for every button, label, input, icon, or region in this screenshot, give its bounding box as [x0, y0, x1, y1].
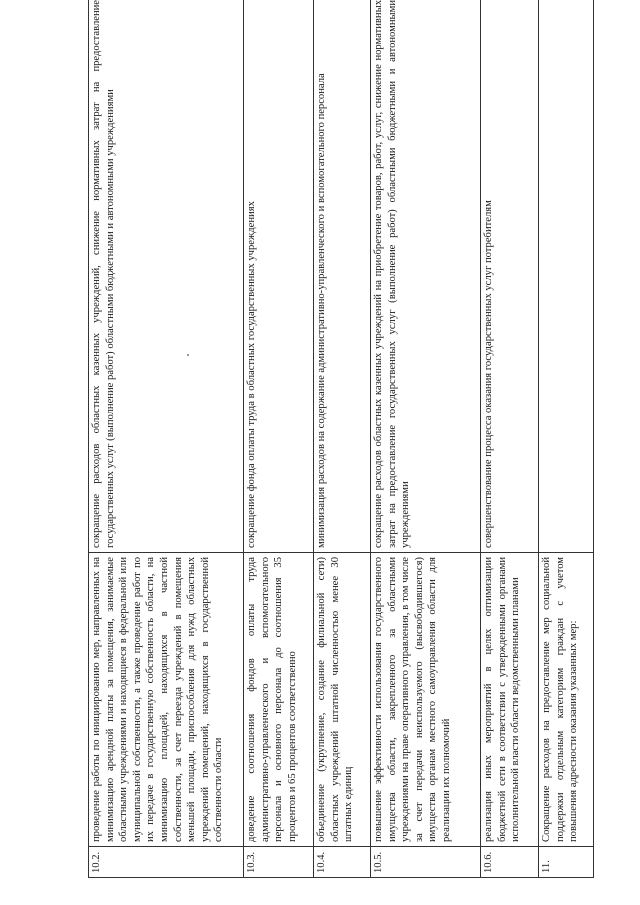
row-number: 10.6.: [481, 847, 539, 878]
measure-cell: объединение (укрупнение, создание филиальной сети) областных учреждений штатной численностью менее 30 штатных единиц: [314, 553, 371, 847]
row-number: 10.5.: [371, 847, 481, 878]
table-row: [314, 0, 371, 878]
table-row: [244, 0, 314, 878]
result-cell: сокращение расходов областных казенных учреждений на приобретение товаров, работ, услуг, снижение нормативных затрат на предоставление государственных услуг (выполнение работ) областными бюджетными и автономными учреждениями: [371, 0, 481, 553]
row-number: 10.4.: [314, 847, 371, 878]
row-number: 10.3.: [244, 847, 314, 878]
result-cell: сокращение расходов областных казенных учреждений, снижение нормативных затрат на предоставление государственных услуг (выполнение работ) областными бюджетными и автономными учреждениями: [89, 0, 244, 553]
rotated-table-wrapper: [88, 0, 593, 878]
result-cell: сокращение фонда оплаты труда в областных государственных учреждениях: [244, 0, 314, 553]
row-number: 11.: [539, 847, 594, 878]
table-row: [481, 0, 539, 878]
measure-cell: Сокращение расходов на предоставление мер социальной поддержки отдельным категориям граждан с учетом повышения адресности оказания указанных мер:: [539, 553, 594, 847]
measure-cell: доведение соотношения фондов оплаты труда административно-управленческого и вспомогательного персонала и основного персонала до соотношения 35 процентов и 65 процентов соответственно: [244, 553, 314, 847]
table-row: [539, 0, 594, 878]
table-row: [371, 0, 481, 878]
result-cell: совершенствование процесса оказания государственных услуг потребителям: [481, 0, 539, 553]
measure-cell: реализация иных мероприятий в целях оптимизации бюджетной сети в соответствии с утвержденными органами исполнительной власти области ведомственными планами: [481, 553, 539, 847]
measure-cell: проведение работы по инициированию мер, направленных на минимизацию арендной платы за помещения, занимаемые областными учреждениями и находящиеся в федеральной или муниципальной собственности, а также проведение работ по их передаче в государственную собственность области, на минимизацию площадей, находящихся в частной собственности, за счет переезда учреждений в помещения меньшей площади, приспособления для нужд областных учреждений помещений, находящихся в государственной собственности области: [89, 553, 244, 847]
measures-table: [88, 0, 594, 878]
result-cell: [539, 0, 594, 553]
result-cell: минимизация расходов на содержание административно-управленческого и вспомогательного персонала: [314, 0, 371, 553]
row-number: 10.2.: [89, 847, 244, 878]
measure-cell: повышение эффективности использования государственного имущества области, закрепленного за областными учреждениями на праве оперативного управления, в том числе за счет передачи неиспользуемого (высвободившегося) имущества органам местного самоуправления области для реализации их полномочий: [371, 553, 481, 847]
table-row: [89, 0, 244, 878]
